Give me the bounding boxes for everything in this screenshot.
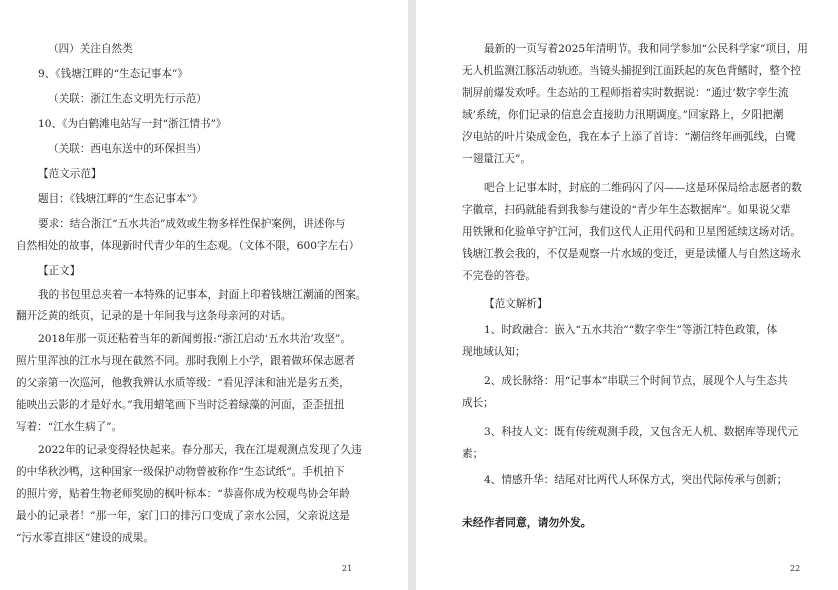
text-line: “污水零直排区”建设的成果。 [16,532,154,544]
text-line: 无人机监测江豚活动轨迹。当镜头捕捉到江面跃起的灰色背鳍时，整个控 [462,65,801,77]
text-line: 域’系统，你们记录的信息会直接助力汛期调度。”回家路上，夕阳把潮 [462,109,784,121]
text-line: 照片里浑浊的江水与现在截然不同。那时我刚上小学，跟着做环保志愿者 [16,355,355,367]
text-line: 成长； [462,397,494,409]
text-line: 【范文解析】 [484,298,548,310]
text-line: 写着：“江水生病了”。 [16,421,123,433]
text-line: 的中华秋沙鸭，这种国家一级保护动物曾被称作“生态试纸”。手机拍下 [16,466,345,478]
text-line: 要求：结合浙江“五水共治”成效或生物多样性保护案例，讲述你与 [38,218,346,230]
text-line: 2018年那一页还粘着当年的新闻剪报:“浙江启动‘五水共治’攻坚”。 [38,333,351,345]
text-line: 翻开泛黄的纸页，记录的是十年间我与这条母亲河的对话。 [16,310,292,322]
text-line: 制屏前爆发欢呼。生态站的工程师指着实时数据说：“通过‘数字孪生流 [462,87,789,99]
copyright-notice: 未经作者同意，请勿外发。 [462,516,592,529]
text-line: 现地域认知； [462,346,526,358]
text-line: 2、成长脉络：用“记事本”串联三个时间节点，展现个人与生态共 [484,375,788,387]
text-line: 最新的一页写着2025年清明节。我和同学参加“公民科学家”项目，用 [484,43,808,55]
text-line: 最小的记录者！”那一年，家门口的排污口变成了亲水公园，父亲说这是 [16,510,350,522]
page-22 [416,0,838,590]
text-line: 吧合上记事本时，封底的二维码闪了闪——这是环保局给志愿者的数 [484,182,802,194]
page-number: 21 [342,564,353,573]
text-line: （关联：浙江生态文明先行示范） [48,93,207,105]
text-line: 自然相处的故事，体现新时代青少年的生态观。（文体不限，600字左右） [16,240,360,252]
text-line: 2022年的记录变得轻快起来。春分那天，我在江堤观测点发现了久违 [38,444,362,456]
text-line: 【范文示范】 [38,168,102,180]
text-line: 题目：《钱塘江畔的“生态记事本”》 [38,193,203,205]
text-line: （关联：西电东送中的环保担当） [48,143,207,155]
text-line: 能映出云影的才是好水。”我用蜡笔画下当时泛着绿藻的河面，歪歪扭扭 [16,399,345,411]
text-line: 字徽章，扫码就能看到我参与建设的“青少年生态数据库”。如果说父辈 [462,204,791,216]
text-line: 不完卷的答卷。 [462,270,537,282]
text-line: 汐电站的叶片染成金色，我在本子上添了首诗：“潮信终年画弧线，白鹭 [462,131,796,143]
text-line: 的照片旁，贴着生物老师奖励的枫叶标本：“恭喜你成为校观鸟协会年龄 [16,488,350,500]
text-line: 用铁锹和化验单守护江河，我们这代人正用代码和卫星图延续这场对话。 [462,226,801,238]
text-line: 一翅量江天”。 [462,153,531,165]
page-21 [0,0,408,590]
text-line: 我的书包里总夹着一本特殊的记事本，封面上印着钱塘江潮涌的图案。 [38,289,367,301]
text-line: 钱塘江教会我的，不仅是观察一片水域的变迁，更是读懂人与自然这场永 [462,248,801,260]
text-line: 素； [462,448,484,460]
page-number: 22 [790,564,801,573]
text-line: 【正文】 [38,265,81,277]
text-line: （四）关注自然类 [48,43,133,55]
text-line: 3、科技人文：既有传统观测手段，又包含无人机、数据库等现代元 [484,426,798,438]
text-line: 10、《为白鹤滩电站写一封“浙江情书”》 [38,118,227,130]
text-line: 9、《钱塘江畔的“生态记事本”》 [38,68,188,80]
text-line: 4、情感升华：结尾对比两代人环保方式，突出代际传承与创新； [484,474,788,486]
text-line: 的父亲第一次巡河，他教我辨认水质等级：“看见浮沫和油光是劣五类， [16,377,350,389]
text-line: 1、时政融合：嵌入“五水共治”“数字孪生”等浙江特色政策，体 [484,324,778,336]
